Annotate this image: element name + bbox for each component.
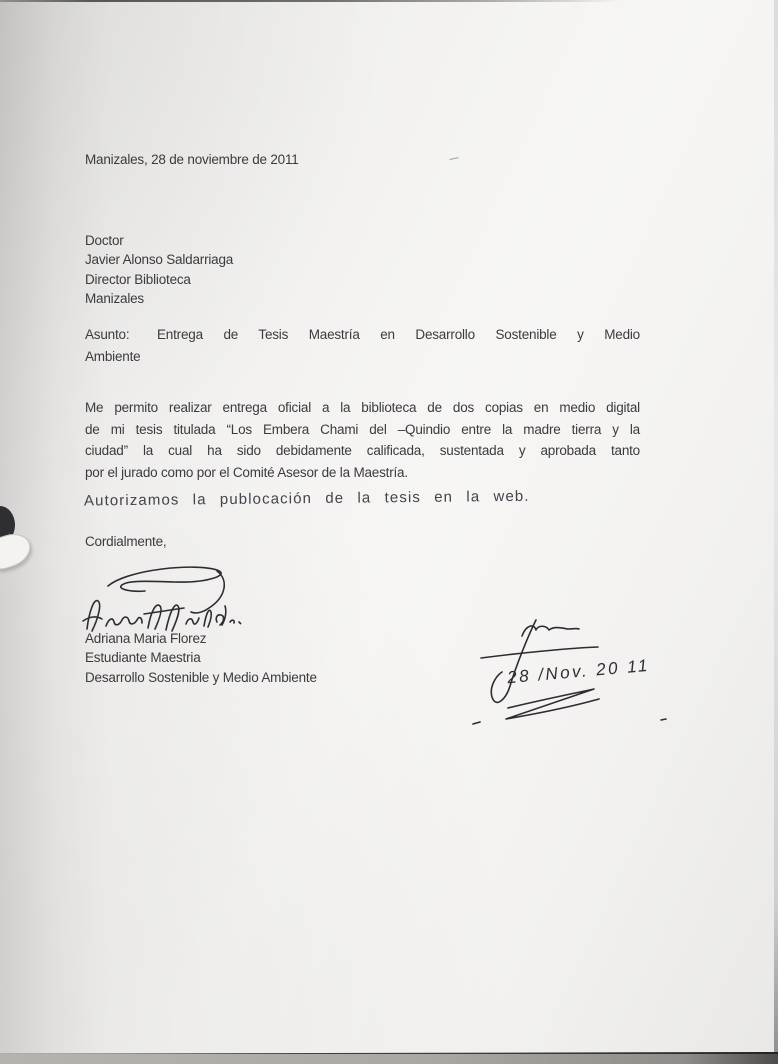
body-line: de mi tesis titulada “Los Embera Chami del –Quindio entre la madre tierra y la	[85, 421, 640, 437]
subject-line-2: Ambiente	[85, 348, 141, 364]
recipient-name: Javier Alonso Saldarriaga	[85, 252, 234, 268]
recipient-block	[85, 231, 640, 309]
body-paragraph	[85, 397, 640, 483]
body-line: Me permito realizar entrega oficial a la biblioteca de dos copias en medio digital	[85, 400, 640, 415]
subject-block	[85, 324, 640, 367]
recipient-city: Manizales	[85, 291, 144, 307]
recipient-role: Director Biblioteca	[85, 271, 191, 287]
signer-program: Desarrollo Sostenible y Medio Ambiente	[85, 669, 317, 685]
letter-date: Manizales, 28 de noviembre de 2011	[85, 152, 299, 167]
sender-signature-icon	[76, 556, 246, 634]
signer-name: Adriana Maria Florez	[85, 631, 207, 646]
body-line: por el jurado como por el Comité Asesor de la Maestría.	[85, 464, 408, 480]
scan-bottom-band	[0, 1054, 778, 1064]
body-line: ciudad” la cual ha sido debidamente calificada, sustentada y aprobada tanto	[85, 443, 640, 458]
closing-salutation: Cordialmente,	[85, 534, 167, 549]
received-date-handwritten: 28 /Nov. 20 11	[506, 655, 651, 688]
torn-paper-tab	[0, 529, 35, 572]
subject-label: Asunto:	[85, 327, 130, 342]
signer-role: Estudiante Maestria	[85, 650, 201, 666]
handwritten-authorization-note: Autorizamos la publocación de la tesis en la web.	[83, 487, 530, 510]
recipient-title: Doctor	[85, 233, 124, 248]
subject-line-1	[85, 324, 640, 346]
scan-top-edge	[0, 0, 778, 2]
subject-text: Entrega de Tesis Maestría en Desarrollo Sostenible y Medio	[157, 327, 640, 342]
scan-right-edge	[774, 0, 778, 1064]
